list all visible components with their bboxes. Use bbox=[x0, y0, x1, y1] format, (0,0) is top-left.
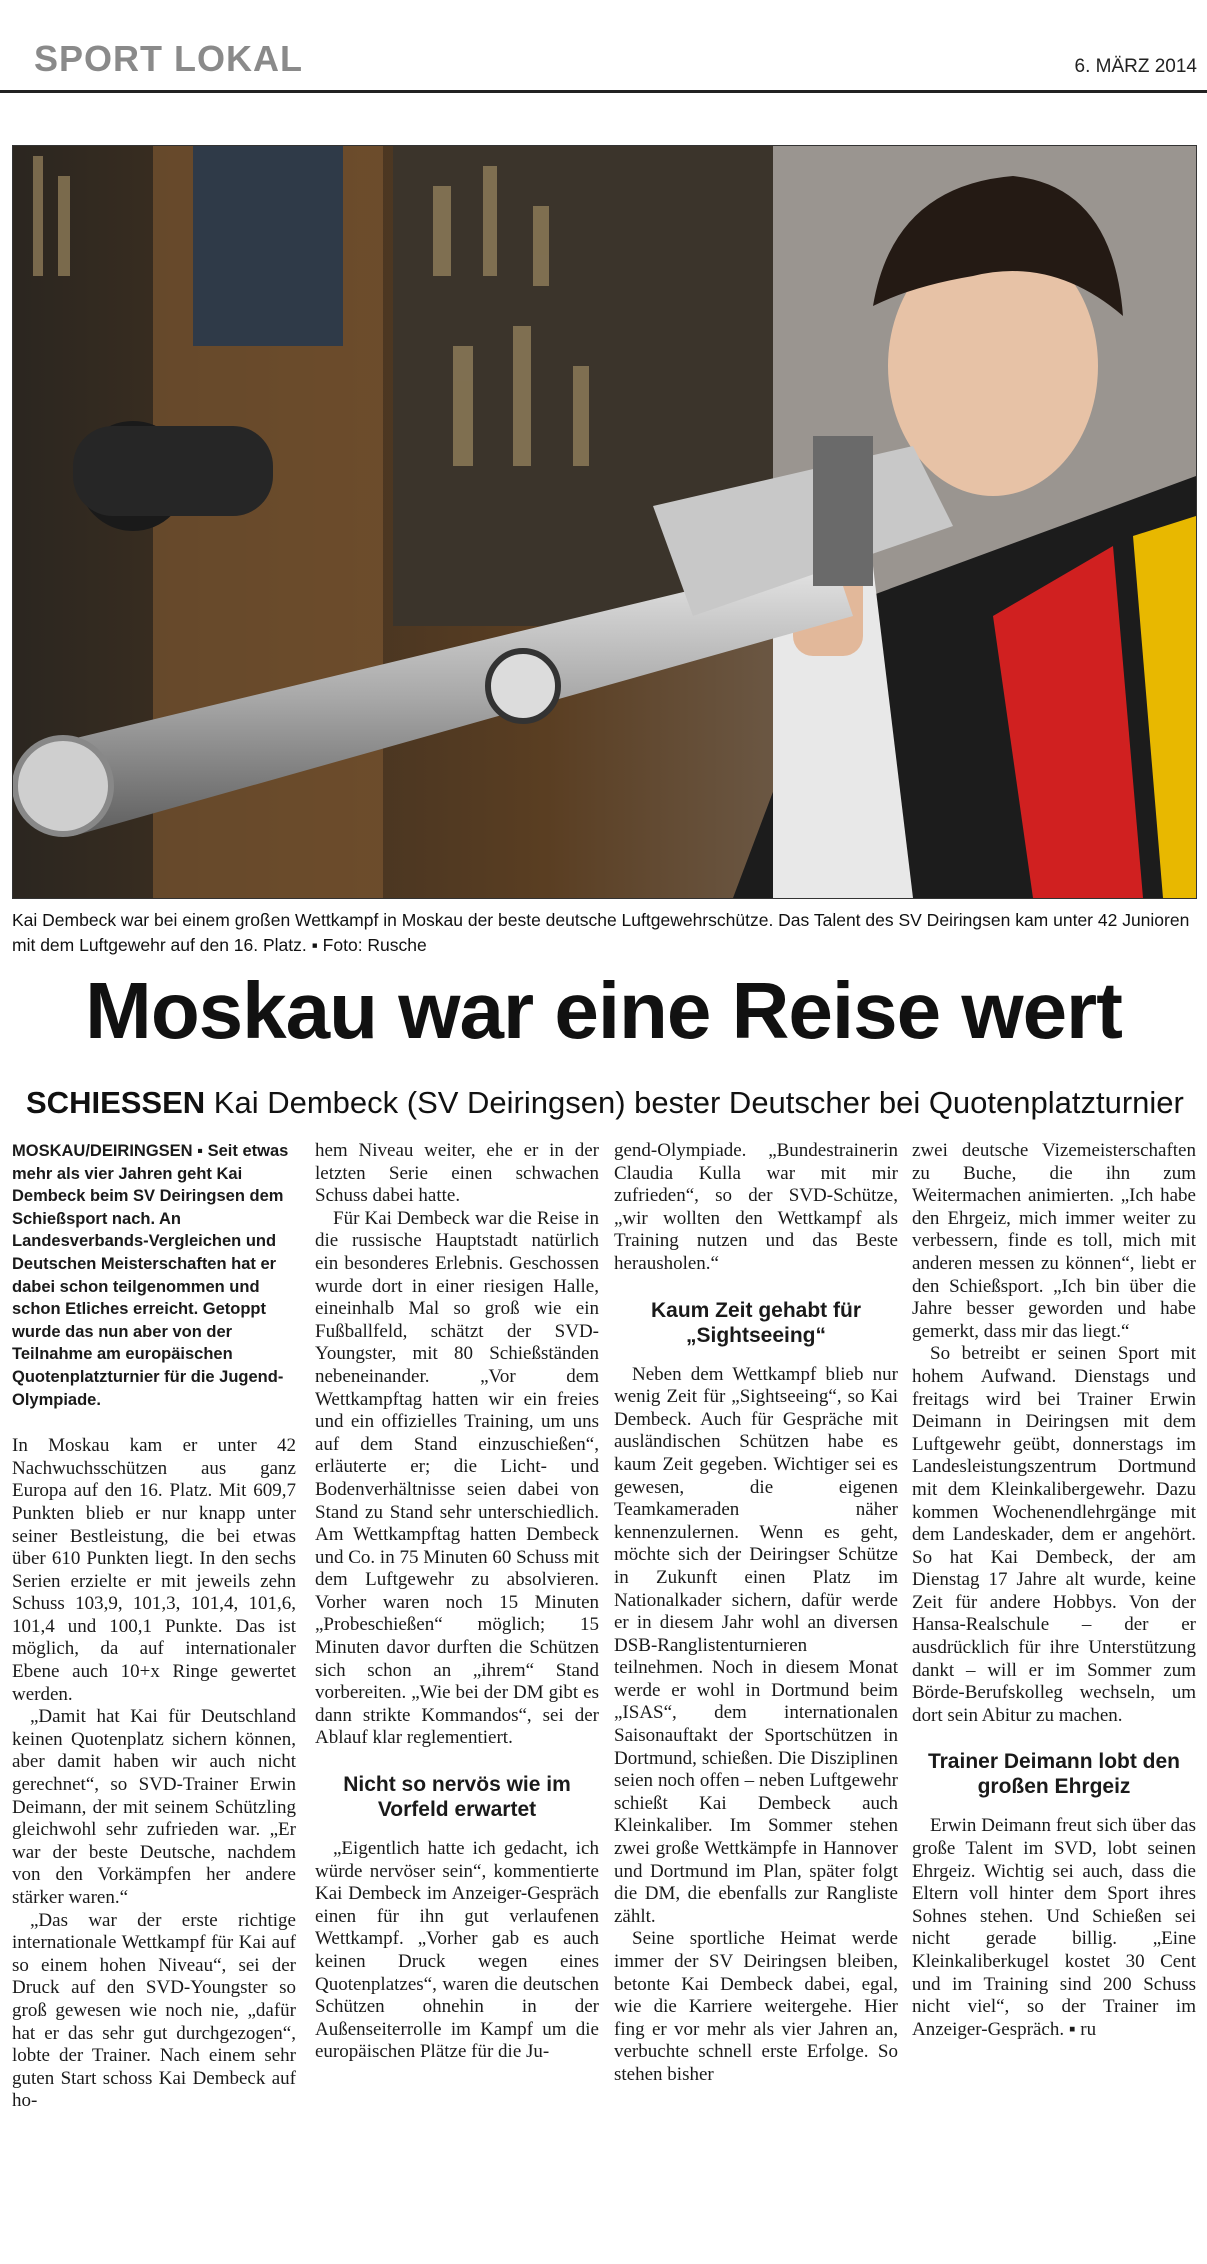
article-column-4 bbox=[912, 1140, 1196, 2041]
paragraph: „Das war der erste richtige internationale Wettkampf für Kai auf so einem hohen Niveau“, sei der Druck auf den SVD-Youngster so groß gewesen wie noch nie, „dafür hat er das sehr gut durchgezogen“, lobte der Trainer. Nach einem sehr guten Start schoss Kai Dembeck auf ho- bbox=[12, 1909, 296, 2112]
article-column-2 bbox=[315, 1140, 599, 2064]
paragraph: gend-Olympiade. „Bundestrainerin Claudia Kulla war mit mir zufrieden“, so der SVD-Schütze, „wir wollten den Wettkampf als Training nutzen und das Beste herausholen.“ bbox=[614, 1140, 898, 1274]
paragraph: zwei deutsche Vizemeisterschaften zu Buche, die ihn zum Weitermachen animierten. „Ich habe den Ehrgeiz, mich immer weiter zu verbessern, finde es toll, mich mit anderen messen zu können“, liebt er den Schießsport. „Ich bin über die Jahre besser geworden und habe gemerkt, dass mir das liegt.“ bbox=[912, 1140, 1196, 1342]
section-label: SPORT LOKAL bbox=[34, 38, 303, 79]
headline: Moskau war eine Reise wert bbox=[85, 966, 1122, 1055]
subheadline-kicker: SCHIESSEN bbox=[26, 1085, 206, 1120]
article-lead: MOSKAU/DEIRINGSEN ▪ Seit etwas mehr als vier Jahren geht Kai Dembeck beim SV Deiringsen dem Schießsport nach. An Landesverbands-Vergleichen und Deutschen Meisterschaften hat er dabei schon teilgenommen und schon Etliches erreicht. Getoppt wurde das nun aber von der Teilnahme am europäischen Quotenplatzturnier für die Jugend-Olympiade. bbox=[12, 1142, 289, 1409]
article-photo bbox=[12, 145, 1197, 899]
publication-date: 6. MÄRZ 2014 bbox=[1074, 56, 1197, 77]
header-rule bbox=[0, 90, 1207, 93]
paragraph: Seine sportliche Heimat werde immer der SV Deiringsen bleiben, betonte Kai Dembeck dabei, egal, wie die Karriere weitergehe. Hier fing er vor mehr als vier Jahren an, verbuchte schnell erste Erfolge. So stehen bisher bbox=[614, 1928, 898, 2085]
photo-caption: Kai Dembeck war bei einem großen Wettkampf in Moskau der beste deutsche Luftgewehrschütze. Das Talent des SV Deiringsen kam unter 42 Junioren mit dem Luftgewehr auf den 16. Platz. ▪ Foto: Rusche bbox=[12, 910, 1190, 955]
paragraph: Für Kai Dembeck war die Reise in die russische Hauptstadt natürlich ein besonderes Erlebnis. Geschossen wurde dort in einer riesigen Halle, eineinhalb Mal so groß wie ein Fußballfeld, schätzt der SVD-Youngster, mit 80 Schießständen nebeneinander. „Vor dem Wettkampftag hatten wir ein freies und ein offizielles Training, um uns auf dem Stand einzuschießen“, erläuterte er; die Licht- und Bodenverhältnisse seien dabei von Stand zu Stand sehr unterschiedlich. Am Wettkampftag hatten Dembeck und Co. in 75 Minuten 60 Schuss mit dem Luftgewehr zu absolvieren. Vorher waren noch 15 Minuten „Probeschießen“ möglich; 15 Minuten davor durften die Schützen sich schon an „ihrem“ Stand vorbereiten. „Wie bei der DM gibt es dann strikte Kommandos“, sei der Ablauf klar reglementiert. bbox=[315, 1207, 599, 1749]
subheadline bbox=[26, 1085, 1196, 1121]
intertitle: Nicht so nervös wie im Vorfeld erwartet bbox=[343, 1773, 571, 1822]
paragraph: „Damit hat Kai für Deutschland keinen Quotenplatz sichern können, aber damit haben wir auch nicht gerechnet“, so SVD-Trainer Erwin Deimann, der mit seinem Schützling gleichwohl sehr zufrieden war. „Er war der beste Deutsche, nachdem von den Vorkämpfen her andere stärker waren.“ bbox=[12, 1706, 296, 1908]
paragraph: In Moskau kam er unter 42 Nachwuchsschützen aus ganz Europa auf den 16. Platz. Mit 609,7 Punkten blieb er nur knapp unter seiner Bestleistung, die bei etwas über 610 Punkten liegt. In den sechs Serien erzielte er mit jeweils zehn Schuss 103,9, 101,3, 101,4, 101,6, 101,4 und 100,1 Punkte. Das ist möglich, da auf internationaler Ebene auch 10+x Ringe gewertet werden. bbox=[12, 1435, 296, 1705]
paragraph: So betreibt er seinen Sport mit hohem Aufwand. Dienstags und freitags wird bei Trainer Erwin Deimann in Deiringsen mit dem Luftgewehr geübt, donnerstags im Landesleistungszentrum Dortmund mit dem Kleinkalibergewehr. Dazu kommen Wochenendlehrgänge mit dem Landeskader, dem er angehört. So hat Kai Dembeck, der am Dienstag 17 Jahre alt wurde, keine Zeit für andere Hobbys. Von der Hansa-Realschule – der er ausdrücklich für ihre Unterstützung dankt – will er im Sommer zum Börde-Berufskolleg wechseln, um dort sein Abitur zu machen. bbox=[912, 1343, 1196, 1726]
intertitle: Trainer Deimann lobt den großen Ehrgeiz bbox=[927, 1750, 1181, 1799]
paragraph: Neben dem Wettkampf blieb nur wenig Zeit für „Sightseeing“, so Kai Dembeck. Auch für Gespräche mit ausländischen Schützen habe es kaum Zeit gegeben. Wichtiger sei es gewesen, die eigenen Teamkameraden näher kennenzulernen. Wenn es geht, möchte sich der Deiringser Schütze in Zukunft einen Platz im Nationalkader sichern, dafür werde er in diesem Jahr wohl an diversen DSB-Ranglistenturnieren teilnehmen. Noch in diesem Monat werde er wohl in Dortmund beim „ISAS“, dem internationalen Saisonauftakt der Sportschützen in Dortmund, schießen. Die Disziplinen seien noch offen – neben Luftgewehr schießt Kai Dembeck auch Kleinkaliber. Im Sommer stehen zwei große Wettkämpfe in Hannover und Dortmund im Plan, später folgt die DM, die ebenfalls zur Rangliste zählt. bbox=[614, 1363, 898, 1927]
subheadline-text: Kai Dembeck (SV Deiringsen) bester Deutscher bei Quotenplatzturnier bbox=[205, 1085, 1184, 1120]
intertitle: Kaum Zeit gehabt für „Sightseeing“ bbox=[650, 1298, 861, 1347]
article-column-3 bbox=[614, 1140, 898, 2087]
article-column-1 bbox=[12, 1140, 296, 2113]
paragraph: hem Niveau weiter, ehe er in der letzten Serie einen schwachen Schuss dabei hatte. bbox=[315, 1140, 599, 1207]
paragraph: „Eigentlich hatte ich gedacht, ich würde nervöser sein“, kommentierte Kai Dembeck im Anzeiger-Gespräch einen für ihn gut verlaufenen Wettkampf. „Vorher gab es auch keinen Druck wegen eines Quotenplatzes“, waren die deutschen Schützen ohnehin in der Außenseiterrolle im Kampf um die europäischen Plätze für die Ju- bbox=[315, 1838, 599, 2063]
paragraph: Erwin Deimann freut sich über das große Talent im SVD, lobt seinen Ehrgeiz. Wichtig sei auch, dass die Eltern voll hinter dem Sport ihres Sohnes stehen. Und Schießen sei nicht gerade billig. „Eine Kleinkaliberkugel kostet 30 Cent und im Training sind 200 Schuss nicht viel“, so der Trainer im Anzeiger-Gespräch. ▪ ru bbox=[912, 1815, 1196, 2040]
